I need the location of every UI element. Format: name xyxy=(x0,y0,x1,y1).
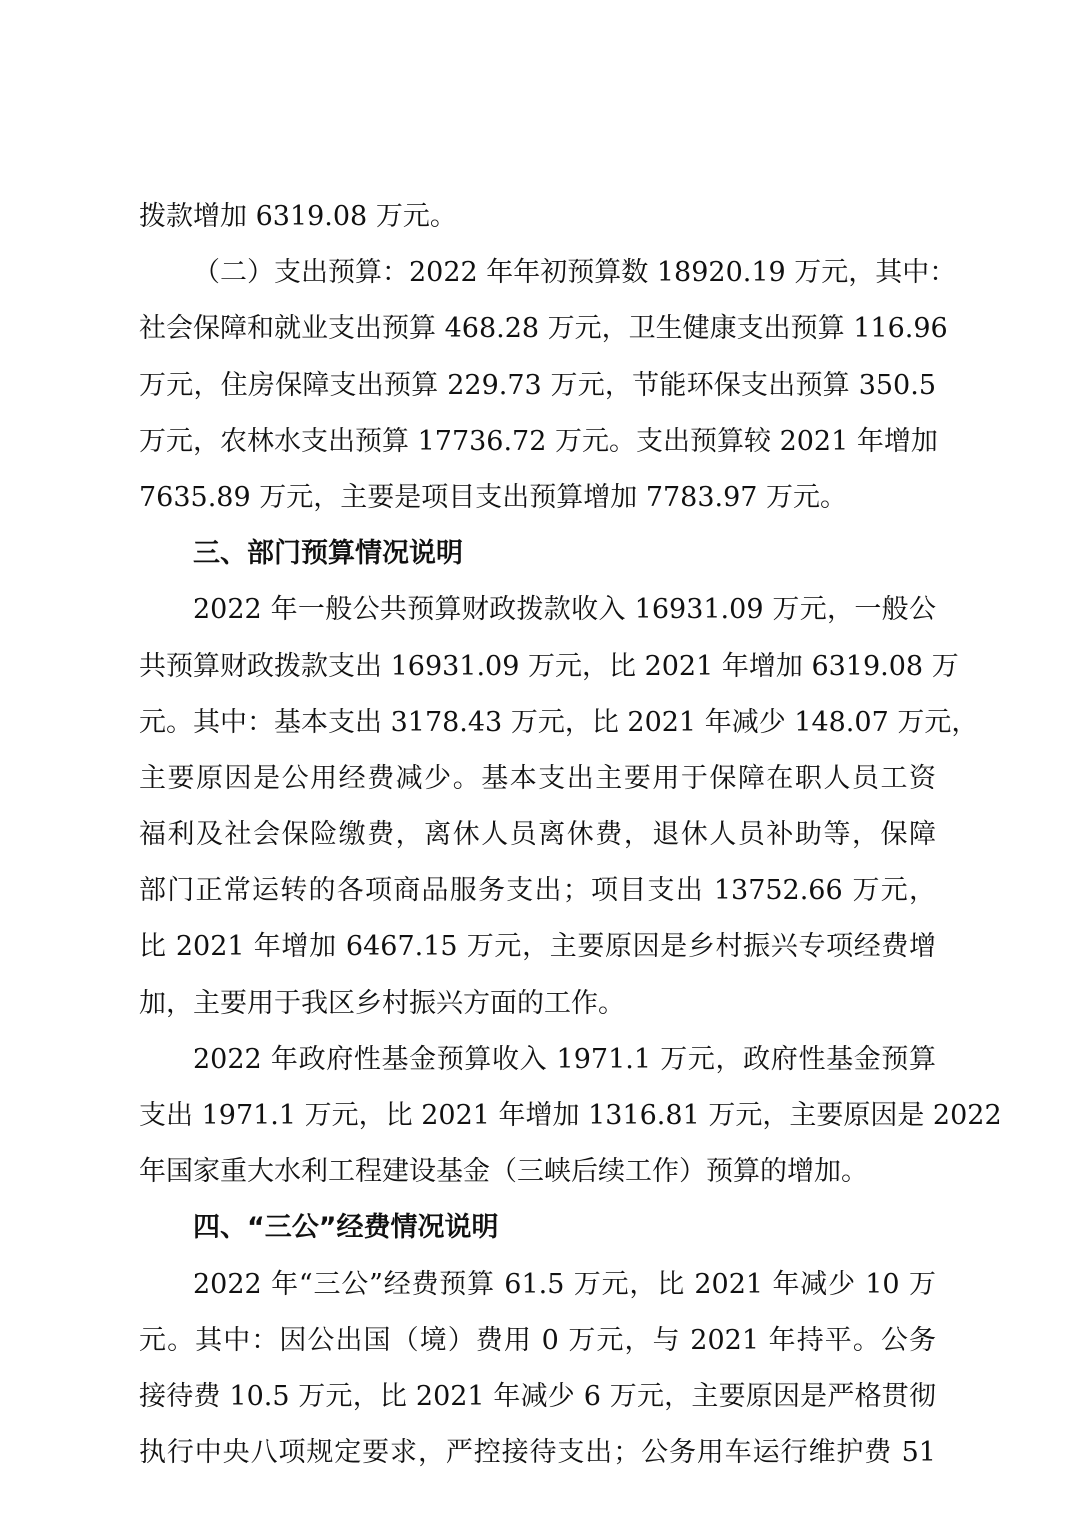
text-line: 万元，农林水支出预算 17736.72 万元。支出预算较 2021 年增加 xyxy=(139,425,938,457)
text-line: 支出 1971.1 万元，比 2021 年增加 1316.81 万元，主要原因是 2022 xyxy=(139,1100,1002,1131)
text-line: （二）支出预算：2022 年年初预算数 18920.19 万元，其中： xyxy=(193,257,957,289)
text-line: 加，主要用于我区乡村振兴方面的工作。 xyxy=(139,987,625,1019)
section-heading: 三、部门预算情况说明 xyxy=(193,538,463,570)
text-line: 万元，住房保障支出预算 229.73 万元，节能环保支出预算 350.5 xyxy=(139,369,936,401)
text-line: 元。其中：因公出国（境）费用 0 万元，与 2021 年持平。公务 xyxy=(139,1324,936,1356)
text-line: 7635.89 万元，主要是项目支出预算增加 7783.97 万元。 xyxy=(139,481,848,513)
text-line: 年国家重大水利工程建设基金（三峡后续工作）预算的增加。 xyxy=(139,1156,868,1188)
text-line: 部门正常运转的各项商品服务支出；项目支出 13752.66 万元， xyxy=(139,875,936,907)
text-line: 2022 年“三公”经费预算 61.5 万元，比 2021 年减少 10 万 xyxy=(193,1268,936,1300)
text-line: 社会保障和就业支出预算 468.28 万元，卫生健康支出预算 116.96 xyxy=(139,313,948,345)
document-page xyxy=(139,189,1002,1481)
text-line: 共预算财政拨款支出 16931.09 万元，比 2021 年增加 6319.08 万 xyxy=(139,650,959,682)
text-line: 执行中央八项规定要求，严控接待支出；公务用车运行维护费 51 xyxy=(139,1437,936,1469)
text-line: 主要原因是公用经费减少。基本支出主要用于保障在职人员工资 xyxy=(139,762,936,794)
text-line: 拨款增加 6319.08 万元。 xyxy=(139,201,457,232)
section-heading: 四、“三公”经费情况说明 xyxy=(193,1212,499,1244)
text-line: 福利及社会保险缴费，离休人员离休费，退休人员补助等，保障 xyxy=(139,819,936,851)
text-line: 元。其中：基本支出 3178.43 万元，比 2021 年减少 148.07 万元， xyxy=(139,706,979,738)
text-line: 接待费 10.5 万元，比 2021 年减少 6 万元，主要原因是严格贯彻 xyxy=(139,1380,936,1412)
text-line: 2022 年政府性基金预算收入 1971.1 万元，政府性基金预算 xyxy=(193,1043,936,1075)
text-line: 2022 年一般公共预算财政拨款收入 16931.09 万元，一般公 xyxy=(193,594,936,626)
text-line: 比 2021 年增加 6467.15 万元，主要原因是乡村振兴专项经费增 xyxy=(139,931,936,963)
